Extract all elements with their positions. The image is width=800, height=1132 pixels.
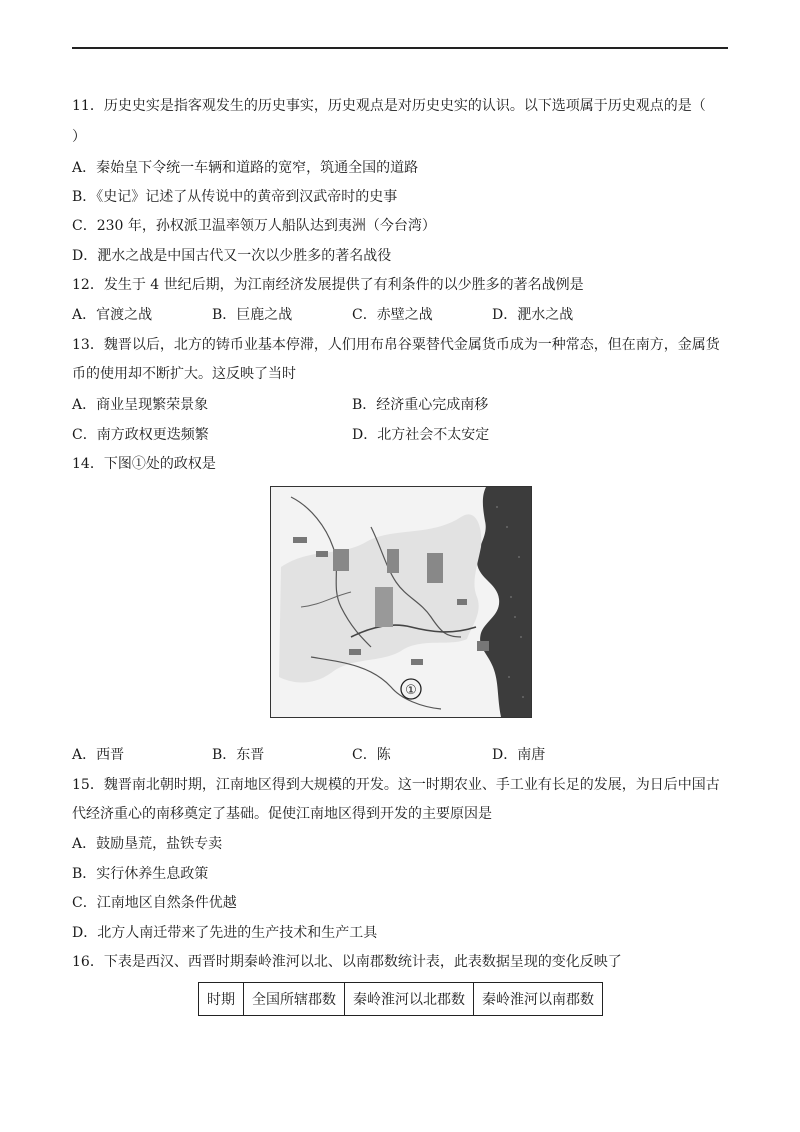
table-header-cell: 秦岭淮河以南郡数 [474, 983, 603, 1016]
q11-option-c: C．230 年，孙权派卫温率领万人船队达到夷洲（今台湾） [72, 218, 436, 234]
q13-option-b: B．经济重心完成南移 [352, 397, 489, 413]
table-header-cell: 秦岭淮河以北郡数 [345, 983, 474, 1016]
q12-stem: 12．发生于 4 世纪后期，为江南经济发展提供了有利条件的以少胜多的著名战例是 [72, 277, 584, 293]
q13-option-d: D．北方社会不太安定 [352, 427, 490, 443]
q11-stem-line1: 11．历史史实是指客观发生的历史事实，历史观点是对历史史实的认识。以下选项属于历史观点的是（ [72, 98, 706, 114]
q14-option-d: D．南唐 [492, 747, 546, 763]
q14-option-c: C．陈 [352, 747, 391, 763]
table-header-row [199, 983, 603, 1016]
table-header-cell: 时期 [199, 983, 244, 1016]
county-stats-table [198, 982, 603, 1016]
q11-option-d: D．淝水之战是中国古代又一次以少胜多的著名战役 [72, 248, 392, 264]
q12-option-d: D．淝水之战 [492, 307, 574, 323]
q11-option-a: A．秦始皇下令统一车辆和道路的宽窄，筑通全国的道路 [72, 160, 419, 176]
q15-stem-line1: 15．魏晋南北朝时期，江南地区得到大规模的开发。这一时期农业、手工业有长足的发展，为日后中国古 [72, 777, 720, 793]
q14-stem: 14．下图①处的政权是 [72, 456, 216, 472]
q15-option-c: C．江南地区自然条件优越 [72, 895, 237, 911]
q11-option-b: B．《史记》记述了从传说中的黄帝到汉武帝时的史事 [72, 189, 398, 205]
q13-stem-line2: 币的使用却不断扩大。这反映了当时 [72, 366, 296, 382]
q14-option-b: B．东晋 [212, 747, 265, 763]
q15-option-a: A．鼓励垦荒，盐铁专卖 [72, 836, 223, 852]
q16-stem: 16．下表是西汉、西晋时期秦岭淮河以北、以南郡数统计表，此表数据呈现的变化反映了 [72, 954, 622, 970]
q12-option-b: B．巨鹿之战 [212, 307, 293, 323]
q11-stem-line2: ） [72, 129, 86, 145]
header-rule [72, 47, 728, 49]
map-figure [271, 487, 531, 717]
history-map [270, 486, 532, 718]
sea-area [477, 487, 531, 717]
table-header-cell: 全国所辖郡数 [244, 983, 345, 1016]
q15-stem-line2: 代经济重心的南移奠定了基础。促使江南地区得到开发的主要原因是 [72, 806, 492, 822]
q15-option-b: B．实行休养生息政策 [72, 866, 209, 882]
q13-option-c: C．南方政权更迭频繁 [72, 427, 209, 443]
q12-option-a: A．官渡之战 [72, 307, 153, 323]
q14-option-a: A．西晋 [72, 747, 125, 763]
q15-option-d: D．北方人南迁带来了先进的生产技术和生产工具 [72, 925, 378, 941]
map-marker-label: ① [405, 683, 417, 698]
q13-option-a: A．商业呈现繁荣景象 [72, 397, 209, 413]
q13-stem-line1: 13．魏晋以后，北方的铸币业基本停滞，人们用布帛谷粟替代金属货币成为一种常态，但在南方，金属货 [72, 337, 720, 353]
q12-option-c: C．赤壁之战 [352, 307, 433, 323]
